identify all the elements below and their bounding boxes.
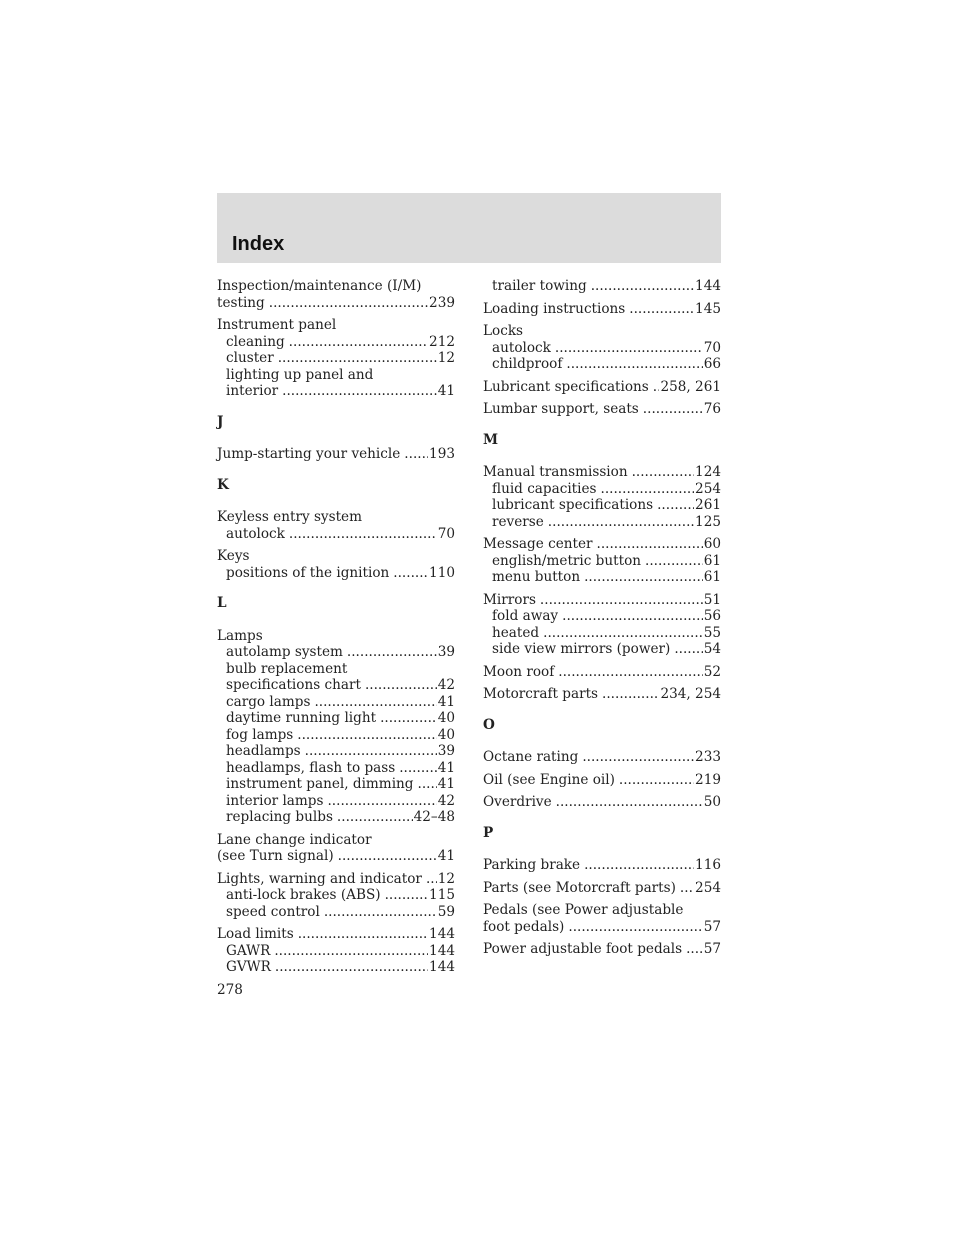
index-subentry-line	[217, 743, 455, 760]
page-reference: 40	[437, 726, 455, 743]
dot-leader	[324, 904, 437, 921]
dot-leader	[385, 887, 428, 904]
index-entry-line	[217, 832, 455, 849]
index-entry	[217, 548, 455, 581]
dot-leader	[278, 350, 437, 367]
entry-label: english/metric button	[492, 552, 642, 569]
index-subentry-line	[217, 350, 455, 367]
index-subentry-line	[483, 553, 721, 570]
index-entry	[483, 379, 721, 396]
dot-leader	[305, 743, 437, 760]
page-reference: 50	[703, 794, 721, 810]
page-title: Index	[232, 233, 285, 255]
page-reference: 144	[429, 942, 455, 959]
entry-label: replacing bulbs	[226, 809, 333, 825]
index-entry	[483, 278, 721, 295]
entry-label: Locks	[483, 323, 524, 339]
dot-leader	[338, 848, 437, 865]
dot-leader	[643, 401, 703, 418]
page-reference: 115	[429, 887, 455, 903]
index-subentry-line	[217, 661, 455, 678]
index-entry-line	[483, 323, 721, 340]
page-reference: 41	[437, 383, 455, 399]
index-subentry-line	[483, 625, 721, 642]
page-reference: 40	[437, 710, 455, 726]
entry-label: Load limits	[217, 926, 294, 942]
index-column-left	[217, 278, 455, 976]
dot-leader	[602, 686, 659, 703]
entry-label: GVWR	[226, 959, 271, 975]
entry-label: lighting up panel and	[226, 366, 374, 383]
dot-leader	[582, 749, 694, 766]
index-entry	[483, 794, 721, 811]
index-entry-line	[483, 941, 721, 958]
dot-leader	[399, 760, 436, 777]
index-subentry-line	[483, 481, 721, 498]
dot-leader	[645, 553, 703, 570]
dot-leader	[269, 295, 428, 312]
page-reference: 144	[429, 926, 455, 942]
page-reference: 41	[437, 693, 455, 710]
entry-label: reverse	[492, 513, 544, 530]
page-reference: 239	[429, 294, 455, 311]
index-entry	[483, 323, 721, 373]
entry-label: autolock	[226, 525, 285, 542]
dot-leader	[680, 880, 694, 897]
entry-label: Pedals (see Power adjustable	[483, 902, 684, 918]
index-entry	[483, 902, 721, 935]
page-number: 278	[217, 982, 243, 998]
entry-label: Instrument panel	[217, 317, 337, 333]
dot-leader	[314, 694, 436, 711]
page-reference: 56	[703, 608, 721, 624]
dot-leader	[365, 677, 437, 694]
entry-label: headlamps, flash to pass	[226, 759, 396, 776]
entry-label: Overdrive	[483, 794, 552, 810]
index-subentry-line	[483, 497, 721, 514]
entry-label: menu button	[492, 569, 581, 585]
index-entry	[217, 446, 455, 463]
entry-label: cargo lamps	[226, 693, 311, 710]
page-reference: 193	[429, 446, 455, 462]
entry-label: Jump-starting your vehicle	[217, 446, 401, 462]
page-reference: 258, 261	[660, 378, 721, 395]
dot-leader	[548, 514, 694, 531]
dot-leader	[282, 383, 437, 400]
index-subentry-line	[217, 565, 455, 582]
dot-leader	[274, 943, 428, 960]
index-subentry-line	[217, 793, 455, 810]
dot-leader	[657, 497, 694, 514]
entry-label: autolamp system	[226, 644, 343, 660]
page-reference: 66	[703, 356, 721, 372]
dot-leader	[584, 857, 694, 874]
page-reference: 145	[695, 300, 721, 317]
index-entry	[217, 278, 455, 311]
index-entry	[217, 628, 455, 826]
index-entry-line	[217, 628, 455, 645]
page-reference: 12	[437, 350, 455, 366]
index-entry-line	[483, 536, 721, 553]
dot-leader	[629, 301, 694, 318]
page-reference: 70	[437, 525, 455, 542]
index-subentry-line	[483, 608, 721, 625]
dot-leader	[566, 356, 702, 373]
page-reference: 76	[703, 401, 721, 417]
page-reference: 261	[695, 497, 721, 513]
index-subentry-line	[483, 340, 721, 357]
dot-leader	[540, 592, 703, 609]
page-reference: 55	[703, 624, 721, 641]
index-subentry-line	[217, 776, 455, 793]
entry-label: Lane change indicator	[217, 831, 372, 848]
index-entry	[483, 749, 721, 766]
dot-leader	[686, 941, 703, 958]
index-subentry-line	[217, 334, 455, 351]
section-letter: O	[483, 716, 495, 733]
entry-label: interior	[226, 383, 279, 399]
entry-label: Power adjustable foot pedals	[483, 941, 683, 957]
entry-label: Motorcraft parts	[483, 686, 599, 702]
page-reference: 52	[703, 663, 721, 680]
page-reference: 57	[703, 941, 721, 957]
page-reference: 61	[703, 552, 721, 569]
index-entry-line	[483, 919, 721, 936]
entry-label: interior lamps	[226, 792, 324, 809]
page-reference: 39	[437, 644, 455, 660]
dot-leader	[584, 569, 703, 586]
index-entry-line	[483, 464, 721, 481]
dot-leader	[597, 536, 703, 553]
entry-label: cluster	[226, 350, 274, 366]
index-entry	[483, 592, 721, 658]
page-reference: 219	[695, 771, 721, 788]
page-reference: 41	[437, 776, 455, 792]
index-entry	[483, 464, 721, 530]
dot-leader	[562, 608, 703, 625]
dot-leader	[653, 379, 660, 396]
entry-label: testing	[217, 294, 265, 311]
index-entry	[483, 772, 721, 789]
entry-label: trailer towing	[492, 278, 587, 294]
dot-leader	[591, 278, 694, 295]
page-reference: 41	[437, 759, 455, 776]
entry-label: fluid capacities	[492, 480, 597, 497]
dot-leader	[380, 710, 437, 727]
entry-label: Keys	[217, 548, 250, 564]
entry-label: specifications chart	[226, 677, 361, 693]
page-reference: 61	[703, 569, 721, 585]
entry-label: fold away	[492, 608, 559, 624]
index-subentry-line	[483, 641, 721, 658]
dot-leader	[404, 446, 428, 463]
entry-label: cleaning	[226, 333, 285, 350]
index-entry	[217, 317, 455, 400]
index-entry	[483, 880, 721, 897]
dot-leader	[543, 625, 703, 642]
entry-label: Mirrors	[483, 591, 536, 608]
entry-label: (see Turn signal)	[217, 848, 334, 864]
index-entry-line	[483, 880, 721, 897]
section-letter: M	[483, 431, 499, 448]
index-subentry-line	[217, 943, 455, 960]
dot-leader	[555, 340, 703, 357]
entry-label: Keyless entry system	[217, 509, 362, 525]
index-subentry-line	[483, 278, 721, 295]
page-reference: 57	[703, 918, 721, 935]
dot-leader	[275, 959, 428, 976]
index-entry	[217, 871, 455, 921]
section-letter: K	[217, 476, 229, 493]
index-entry-line	[217, 278, 455, 295]
page-reference: 144	[695, 278, 721, 294]
entry-label: daytime running light	[226, 710, 377, 726]
page-reference: 42–48	[413, 809, 455, 825]
index-entry-line	[483, 379, 721, 396]
section-letter: P	[483, 824, 494, 841]
index-entry-line	[483, 401, 721, 418]
index-entry-line	[217, 446, 455, 463]
page-reference: 233	[695, 749, 721, 765]
entry-label: Octane rating	[483, 749, 579, 765]
page-reference: 254	[695, 879, 721, 896]
dot-leader	[298, 926, 428, 943]
dot-leader	[393, 565, 428, 582]
index-entry-line	[483, 686, 721, 703]
entry-label: GAWR	[226, 942, 271, 959]
index-entry-line	[217, 509, 455, 526]
entry-label: instrument panel, dimming	[226, 776, 414, 792]
dot-leader	[632, 464, 694, 481]
page-reference: 234, 254	[660, 686, 721, 702]
index-entry-line	[217, 295, 455, 312]
entry-label: Lamps	[217, 627, 263, 644]
page-reference: 144	[429, 959, 455, 975]
page-reference: 54	[703, 641, 721, 657]
entry-label: Parts (see Motorcraft parts)	[483, 879, 676, 896]
entry-label: Parking brake	[483, 857, 581, 873]
page-reference: 124	[695, 464, 721, 480]
index-entry-line	[483, 592, 721, 609]
entry-label: side view mirrors (power)	[492, 641, 671, 657]
index-subentry-line	[217, 644, 455, 661]
index-entry	[217, 832, 455, 865]
index-entry	[483, 301, 721, 318]
page-reference: 70	[703, 339, 721, 356]
index-entry-line	[217, 871, 455, 888]
entry-label: autolock	[492, 339, 551, 356]
page-reference: 59	[437, 903, 455, 920]
index-subentry-line	[217, 959, 455, 976]
index-subentry-line	[217, 760, 455, 777]
page-reference: 212	[429, 333, 455, 350]
index-subentry-line	[483, 356, 721, 373]
index-subentry-line	[217, 710, 455, 727]
entry-label: heated	[492, 624, 540, 641]
index-subentry-line	[217, 694, 455, 711]
entry-label: Loading instructions	[483, 300, 626, 317]
entry-label: Lumbar support, seats	[483, 401, 639, 417]
dot-leader	[418, 776, 437, 793]
index-subentry-line	[217, 677, 455, 694]
dot-leader	[674, 641, 702, 658]
entry-label: childproof	[492, 356, 563, 372]
index-column-right	[483, 278, 721, 958]
dot-leader	[327, 793, 436, 810]
entry-label: Message center	[483, 536, 593, 552]
page-reference: 41	[437, 848, 455, 864]
index-entry	[483, 686, 721, 703]
index-entry-line	[483, 794, 721, 811]
index-subentry-line	[217, 526, 455, 543]
entry-label: foot pedals)	[483, 918, 565, 935]
section-letter: L	[217, 595, 227, 611]
index-entry-line	[483, 902, 721, 919]
index-header-bar	[217, 193, 721, 263]
dot-leader	[568, 919, 702, 936]
index-entry-line	[217, 848, 455, 865]
index-subentry-line	[217, 383, 455, 400]
page-reference: 12	[437, 870, 455, 887]
entry-label: bulb replacement	[226, 660, 348, 677]
index-subentry-line	[217, 809, 455, 826]
page-reference: 116	[695, 857, 721, 873]
entry-label: fog lamps	[226, 726, 294, 743]
entry-label: Inspection/maintenance (I/M)	[217, 278, 422, 294]
page-reference: 51	[703, 591, 721, 608]
entry-label: positions of the ignition	[226, 564, 390, 581]
entry-label: anti-lock brakes (ABS)	[226, 887, 381, 903]
index-entry-line	[483, 772, 721, 789]
index-entry-line	[483, 301, 721, 318]
index-entry	[483, 941, 721, 958]
dot-leader	[558, 664, 702, 681]
index-entry	[483, 857, 721, 874]
index-subentry-line	[217, 887, 455, 904]
index-entry-line	[483, 749, 721, 766]
index-subentry-line	[483, 569, 721, 586]
index-entry-line	[483, 664, 721, 681]
dot-leader	[556, 794, 703, 811]
index-entry	[483, 664, 721, 681]
index-subentry-line	[217, 367, 455, 384]
section-letter: J	[217, 413, 224, 430]
entry-label: speed control	[226, 903, 320, 920]
index-entry	[483, 401, 721, 418]
page-reference: 60	[703, 536, 721, 552]
index-subentry-line	[217, 904, 455, 921]
index-entry-line	[217, 548, 455, 565]
dot-leader	[337, 809, 413, 826]
entry-label: Manual transmission	[483, 464, 628, 480]
page-reference: 42	[437, 792, 455, 809]
entry-label: Oil (see Engine oil)	[483, 771, 615, 788]
index-entry	[217, 509, 455, 542]
index-subentry-line	[483, 514, 721, 531]
entry-label: lubricant specifications	[492, 497, 654, 513]
index-entry-line	[483, 857, 721, 874]
index-entry	[483, 536, 721, 586]
page-reference: 254	[695, 480, 721, 497]
dot-leader	[297, 727, 436, 744]
entry-label: Lubricant specifications	[483, 378, 649, 395]
index-entry-line	[217, 926, 455, 943]
dot-leader	[289, 526, 437, 543]
dot-leader	[601, 481, 695, 498]
index-subentry-line	[217, 727, 455, 744]
page-reference: 42	[437, 677, 455, 693]
page-reference: 39	[437, 743, 455, 759]
dot-leader	[426, 871, 437, 888]
entry-label: Lights, warning and indicator	[217, 870, 422, 887]
index-entry-line	[217, 317, 455, 334]
dot-leader	[289, 334, 428, 351]
dot-leader	[619, 772, 694, 789]
dot-leader	[347, 644, 437, 661]
entry-label: headlamps	[226, 743, 301, 759]
entry-label: Moon roof	[483, 663, 555, 680]
index-entry	[217, 926, 455, 976]
page-reference: 110	[429, 564, 455, 581]
page-reference: 125	[695, 513, 721, 530]
